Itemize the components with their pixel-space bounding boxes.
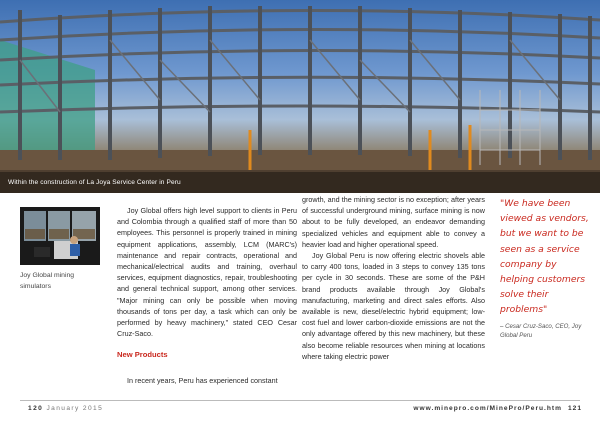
pull-quote — [500, 196, 592, 341]
footer-left — [28, 405, 103, 412]
mining-simulator-photo — [20, 207, 100, 265]
simulator-caption: Joy Global mining simulators — [20, 272, 75, 291]
paragraph: Joy Global Peru is now offering electric shovels able to carry 400 tons, loaded in 3 steps to convey 135 tons per cycle in 30 seconds. These are some of the P&H brand products available through Joy Global's manufacturing, marketing and direct sales efforts. Also available is new, diesel/electric hybrid equipment; low-cost fuel and lower carbon-dioxide emissions are not the only advantage offered by this new machinery, but these also become reliable resources when mining at locations where taking electric power — [302, 251, 485, 361]
article-column-1 — [117, 205, 297, 386]
paragraph: In recent years, Peru has experienced constant — [127, 375, 278, 385]
photo-caption: Within the construction of La Joya Service Center in Peru — [8, 179, 181, 186]
footer-url[interactable]: www.minepro.com/MinePro/Peru.htm — [413, 405, 562, 412]
paragraph: growth, and the mining sector is no exception; after years of successful underground mining, surface mining is now about to be fully developed, an endeavor demanding specialized vehicles and equipment able to convey a heavier load and higher operational speed. — [302, 195, 485, 249]
page-number-right: 121 — [567, 405, 582, 412]
steel-structure-illustration — [0, 0, 600, 193]
construction-photo — [0, 0, 600, 193]
page-number-left: 120 — [28, 405, 44, 412]
issue-date: January 2015 — [46, 405, 104, 412]
pull-quote-text: "We have been viewed as vendors, but we want to be seen as a service company by helping customers solve their problems" — [500, 198, 589, 316]
footer-divider — [20, 400, 580, 401]
simulator-illustration — [20, 207, 100, 265]
article-column-2 — [302, 194, 485, 362]
pull-quote-attribution: – Cesar Cruz-Saco, CEO, Joy Global Peru — [500, 322, 582, 340]
paragraph: Joy Global offers high level support to clients in Peru and Colombia through a qualified staff of more than 50 employees. This personnel is properly trained in mining equipment applications, assembly, LCM (MARC's) maintenance and repair contracts, operational and mechanical/electrical audits and training, overhaul services, equipment diagnostics, repair, troubleshooting and general technical support, among other services. "Major mining can only be possible when moving thousands of tons per day, a task which can only be performed by heavy machinery," stated CEO Cesar Cruz-Saco. — [117, 206, 297, 339]
section-heading: New Products — [117, 350, 168, 360]
footer-right — [413, 405, 582, 412]
